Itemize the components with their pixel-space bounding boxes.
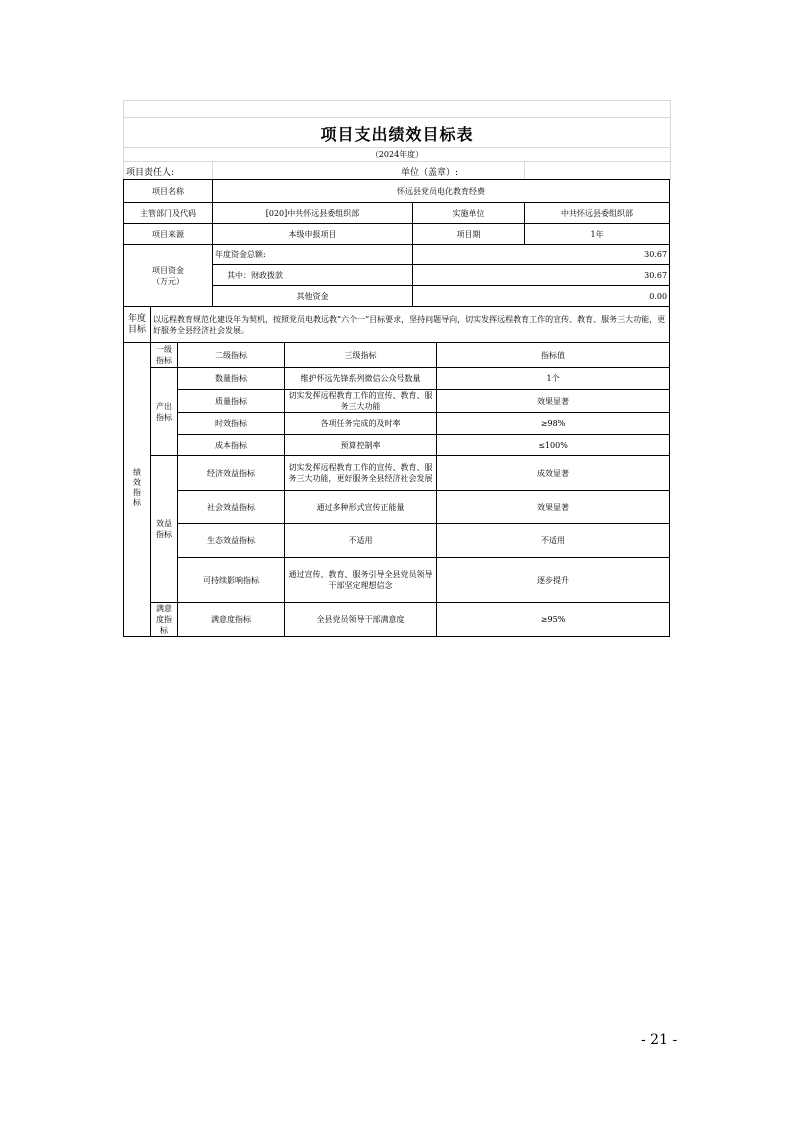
l2-cell: 成本指标: [178, 435, 285, 456]
l2-cell: 社会效益指标: [178, 491, 285, 524]
funds-fiscal-value: 30.67: [413, 265, 670, 286]
table-row: [124, 435, 670, 456]
funds-total-value: 30.67: [413, 245, 670, 265]
value-cell: 不适用: [437, 524, 670, 558]
l3-cell: 通过宣传、教育、服务引导全县党员领导干部坚定理想信念: [285, 558, 437, 603]
table-row: [124, 558, 670, 603]
value-cell: 成效显著: [437, 456, 670, 491]
indicators-group-label: [124, 343, 151, 637]
dept-value: [020]中共怀远县委组织部: [213, 203, 413, 224]
period-value: 1年: [525, 224, 670, 245]
table-row: [124, 456, 670, 491]
funds-label: [124, 245, 213, 307]
header-level3: 三级指标: [285, 343, 437, 368]
l3-cell: 不适用: [285, 524, 437, 558]
funds-other-value: 0.00: [413, 286, 670, 307]
l3-cell: 全县党员领导干部满意度: [285, 603, 437, 637]
table-row: [124, 413, 670, 435]
funds-other-label: 其他资金: [213, 286, 413, 307]
satisfaction-label-text: 满意度指标: [156, 604, 172, 635]
output-label-text: 产出指标: [156, 401, 172, 422]
goal-label: [124, 307, 151, 343]
indicators-group-text: 绩效指标: [132, 468, 142, 508]
goal-text: 以远程教育规范化建设年为契机，按照党员电教远教“六个一”目标要求，坚持问题导向，切实发挥远程教育工作的宣传、教育、服务三大功能，更好服务全县经济社会发展。: [151, 307, 670, 343]
dept-label: 主管部门及代码: [124, 203, 213, 224]
goal-label-text: 年度目标: [127, 313, 146, 335]
page-title: 项目支出绩效目标表: [320, 124, 474, 144]
header-level1: [151, 343, 178, 368]
benefit-label: [151, 456, 178, 603]
value-cell: 1个: [437, 368, 670, 390]
header-level2: 二级指标: [178, 343, 285, 368]
l2-cell: 时效指标: [178, 413, 285, 435]
value-cell: ≥98%: [437, 413, 670, 435]
dept-row: [124, 203, 670, 224]
header-level1-text: 一级指标: [156, 345, 172, 365]
benefit-label-text: 效益指标: [156, 519, 172, 539]
title-row: [123, 117, 671, 148]
l3-cell: 切实发挥远程教育工作的宣传、教育、服务三大功能，更好服务全县经济社会发展: [285, 456, 437, 491]
l2-cell: 数量指标: [178, 368, 285, 390]
period-label: 项目期: [413, 224, 525, 245]
project-name-row: [124, 180, 670, 203]
funds-label-text: 项目资金（万元）: [152, 265, 184, 286]
l3-cell: 维护怀远先锋系列微信公众号数量: [285, 368, 437, 390]
value-cell: 效果显著: [437, 491, 670, 524]
impl-value: 中共怀远县委组织部: [525, 203, 670, 224]
table-row: [124, 603, 670, 637]
impl-label: 实施单位: [413, 203, 525, 224]
performance-table: [123, 179, 670, 637]
l3-cell: 切实发挥远程教育工作的宣传、教育、服务三大功能: [285, 390, 437, 413]
funds-fiscal-label: 其中：财政拨款: [213, 265, 413, 286]
l3-cell: 通过多种形式宣传正能量: [285, 491, 437, 524]
value-cell: ≥95%: [437, 603, 670, 637]
output-label: [151, 368, 178, 456]
responsible-label: 项目责任人:: [126, 168, 175, 178]
l3-cell: 各项任务完成的及时率: [285, 413, 437, 435]
value-cell: ≤100%: [437, 435, 670, 456]
l2-cell: 可持续影响指标: [178, 558, 285, 603]
l2-cell: 质量指标: [178, 390, 285, 413]
project-name-label: 项目名称: [124, 180, 213, 203]
source-label: 项目来源: [124, 224, 213, 245]
funds-total-label: 年度资金总额:: [213, 245, 413, 265]
source-row: [124, 224, 670, 245]
table-row: [124, 390, 670, 413]
responsible-row: [123, 161, 671, 180]
table-row: [124, 368, 670, 390]
year-row: [123, 147, 671, 162]
indicator-header-row: [124, 343, 670, 368]
source-value: 本级申报项目: [213, 224, 413, 245]
unit-label: 单位（盖章）:: [401, 168, 459, 178]
l2-cell: 经济效益指标: [178, 456, 285, 491]
l2-cell: 满意度指标: [178, 603, 285, 637]
goal-row: [124, 307, 670, 343]
l2-cell: 生态效益指标: [178, 524, 285, 558]
table-row: [124, 524, 670, 558]
satisfaction-label: [151, 603, 178, 637]
header-value: 指标值: [437, 343, 670, 368]
l3-cell: 预算控制率: [285, 435, 437, 456]
table-row: [124, 491, 670, 524]
funds-total-row: [124, 245, 670, 265]
project-name-value: 怀远县党员电化教育经费: [213, 180, 670, 203]
page-number: - 21 -: [641, 1032, 678, 1048]
value-cell: 效果显著: [437, 390, 670, 413]
value-cell: 逐步提升: [437, 558, 670, 603]
year-label: （2024年度）: [370, 150, 424, 159]
